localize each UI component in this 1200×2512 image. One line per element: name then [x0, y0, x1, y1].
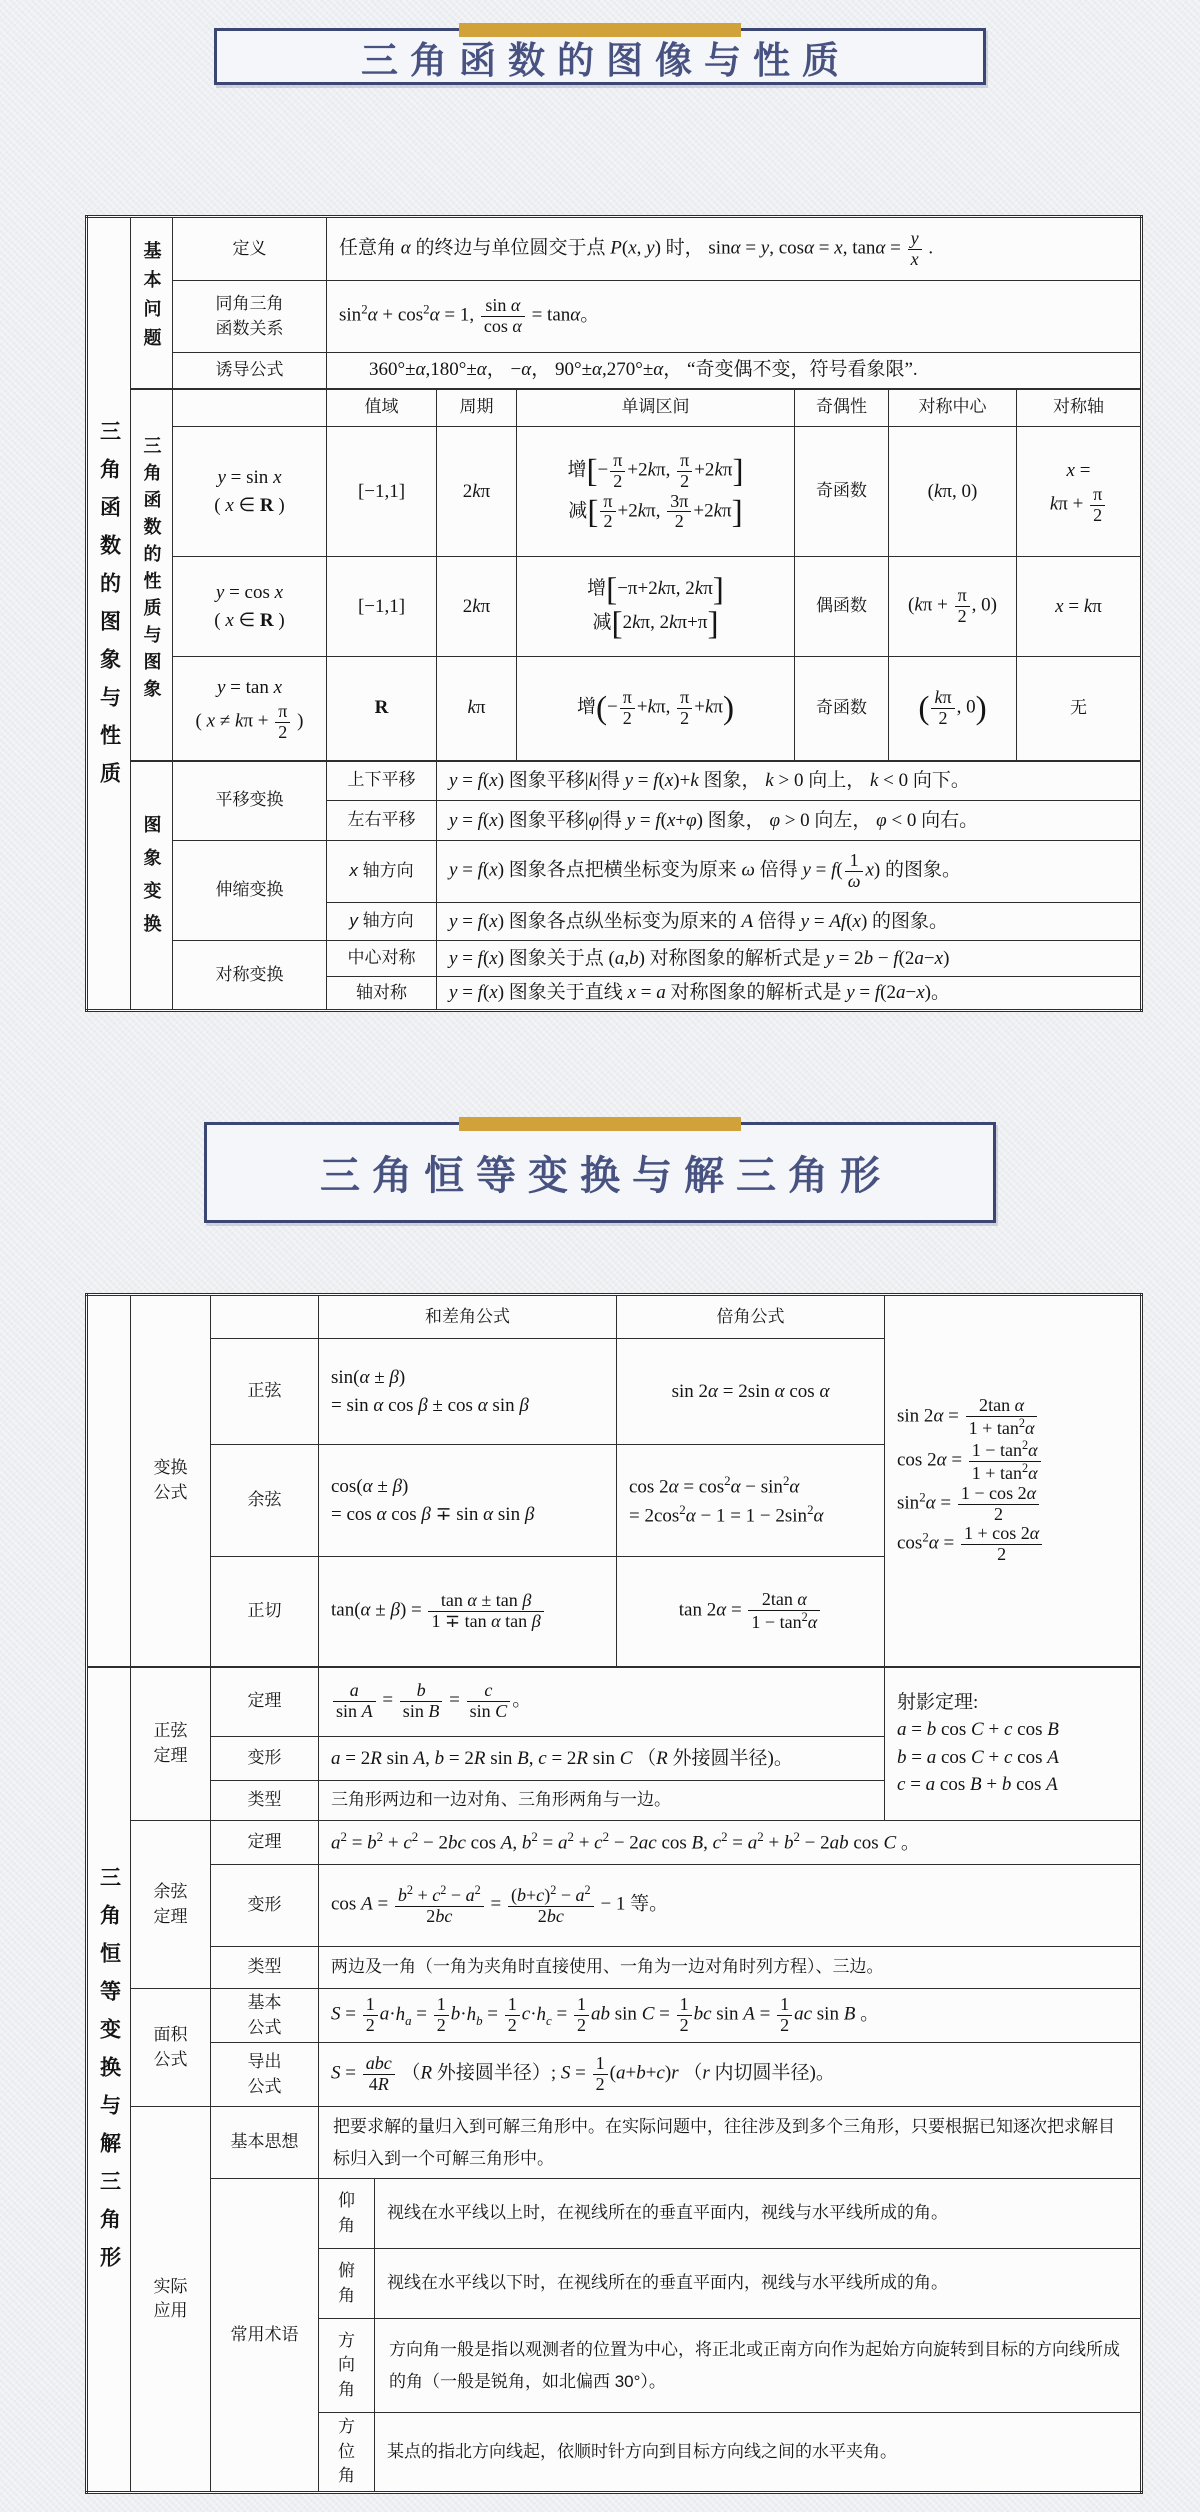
t1-sym-axis-content: y = f(x) 图象关于直线 x = a 对称图象的解析式是 y = f(2a−x)。: [437, 977, 1142, 1011]
t2-tan-double: tan 2α = $\frac{\text{2tan α}}{1 - \tan^2\alpha}$: [617, 1557, 885, 1667]
t1-tan-name: y = tan x ( x ≠ kπ + $\frac{\pi}{2}$ ): [173, 657, 327, 761]
t2-group-area: 面积 公式: [131, 1989, 211, 2107]
t1-header-period: 周期: [437, 389, 517, 427]
t2-elevation-def: 视线在水平线以上时，在视线所在的垂直平面内，视线与水平线所成的角。: [375, 2179, 1142, 2249]
t1-sin-monotonic: 增[− $\frac{\pi}{2}$ +2kπ, $\frac{\pi}{2}$ +2kπ] 减[ $\frac{\pi}{2}$ +2kπ, $\frac{3\pi}{2}$ +2kπ]: [517, 427, 795, 557]
t1-sym-axis-label: 轴对称: [327, 977, 437, 1011]
t2-group-apply: 实际 应用: [131, 2107, 211, 2493]
section-title-box-2: [204, 1122, 996, 1223]
t2-depression-label: 俯 角: [319, 2249, 375, 2319]
t2-area-basic: S = $\frac{1}{2}$ $a\cdot h_a$ = $\frac{1}{2}$ $b\cdot h_b$ = $\frac{1}{2}$ $c\cdot h_c$ = $\frac{1}{2}$ ab sin C = $\frac{1}{2}$ bc sin A = $\frac{1}{2}$ ac sin B 。: [319, 1989, 1142, 2043]
t2-projection-theorem: 射影定理: a = b cos C + c cos B b = a cos C + c cos A c = a cos B + b cos A: [885, 1667, 1142, 1821]
t1-group-trans: 图象变换: [131, 761, 173, 1011]
t2-cosine-rule-var: cos A = $\frac{b^2 + c^2 - a^2}{2bc}$ = $\frac{(b+c)^2 - a^2}{2bc}$ − 1 等。: [319, 1865, 1142, 1947]
t2-cosine-rule-var-label: 变形: [211, 1865, 319, 1947]
t1-header-empty: [173, 389, 327, 427]
t1-header-range: 值域: [327, 389, 437, 427]
t1-def-label: 定义: [173, 217, 327, 281]
t2-sine-sum: sin(α ± β) = sin α cos β ± cos α sin β: [319, 1339, 617, 1445]
t2-sine-double: sin 2α = 2sin α cos α: [617, 1339, 885, 1445]
t2-area-basic-label: 基本 公式: [211, 1989, 319, 2043]
t2-header-double: 倍角公式: [617, 1295, 885, 1339]
t1-group-props: 三角函数的性质与图象: [131, 389, 173, 761]
t1-tan-period: kπ: [437, 657, 517, 761]
t1-sin-parity: 奇函数: [795, 427, 889, 557]
t2-group-transform: 变换 公式: [131, 1295, 211, 1667]
trig-graph-properties-table: [85, 215, 1143, 1012]
t1-outer-label-cell: [87, 217, 131, 1011]
t2-outer-label: 三角恒等变换与解三角形: [97, 1866, 121, 2285]
t2-basic-idea-label: 基本思想: [211, 2107, 319, 2179]
t2-header-sum-diff: 和差角公式: [319, 1295, 617, 1339]
gold-accent-bar: [459, 23, 741, 37]
t1-sin-period: 2kπ: [437, 427, 517, 557]
t2-sine-rule-var: a = 2R sin A, b = 2R sin B, c = 2R sin C （R 外接圆半径)。: [319, 1737, 885, 1781]
t1-identity-content: $\sin^2\alpha + \cos^2\alpha = 1$, $\frac{\text{sin α}}{\text{cos α}}$ = tanα。: [327, 281, 1142, 353]
t2-outer-empty: [87, 1295, 131, 1667]
t1-cos-name: y = cos x ( x ∈ R ): [173, 557, 327, 657]
t1-tan-axis: 无: [1017, 657, 1142, 761]
t2-azimuth-def: 某点的指北方向线起，依顺时针方向到目标方向线之间的水平夹角。: [375, 2413, 1142, 2493]
t1-scale-y-label: y 轴方向: [327, 903, 437, 941]
t1-sin-range: [−1,1]: [327, 427, 437, 557]
t1-tan-monotonic: 增(− $\frac{\pi}{2}$ +kπ, $\frac{\pi}{2}$ +kπ): [517, 657, 795, 761]
t1-scale-y-content: y = f(x) 图象各点纵坐标变为原来的 A 倍得 y = Af(x) 的图象。: [437, 903, 1142, 941]
t2-basic-idea: 把要求解的量归入到可解三角形中。在实际问题中，往往涉及到多个三角形，只要根据已知逐次把求解目标归入到一个可解三角形中。: [319, 2107, 1142, 2179]
t2-sine-rule-var-label: 变形: [211, 1737, 319, 1781]
t1-induction-content: 360°±α,180°±α， −α， 90°±α,270°±α， “奇变偶不变，符号看象限”.: [327, 353, 1142, 389]
gold-accent-bar-2: [459, 1117, 741, 1131]
t1-shift-v-label: 上下平移: [327, 761, 437, 801]
section-title-2: 三角恒等变换与解三角形: [320, 1154, 892, 1198]
t2-outer-label-cell: [87, 1667, 131, 2493]
t1-cos-monotonic: 增[−π+2kπ, 2kπ] 减[2kπ, 2kπ+π]: [517, 557, 795, 657]
t2-cos-double: $\cos 2\alpha = \cos^2\alpha - \sin^2\alpha$ = $2\cos^2\alpha - 1 = 1 - 2\sin^2\alpha$: [617, 1445, 885, 1557]
t1-scale-x-content: y = f(x) 图象各点把横坐标变为原来 ω 倍得 y = f( $\frac{1}{\omega}$ x) 的图象。: [437, 841, 1142, 903]
t2-sine-rule-thm-label: 定理: [211, 1667, 319, 1737]
page-title: 三角函数的图像与性质: [361, 39, 851, 81]
t2-cosine-rule-type-label: 类型: [211, 1947, 319, 1989]
t1-tan-range: R: [327, 657, 437, 761]
t1-outer-label: 三角函数的图象与性质: [97, 419, 121, 800]
t2-sine-id-label: 正弦: [211, 1339, 319, 1445]
t1-shift-h-label: 左右平移: [327, 801, 437, 841]
t2-header-empty: [211, 1295, 319, 1339]
t1-identity-label: 同角三角 函数关系: [173, 281, 327, 353]
t2-cos-id-label: 余弦: [211, 1445, 319, 1557]
t1-sin-axis: x = kπ + $\frac{\pi}{2}$: [1017, 427, 1142, 557]
t1-group-basic: 基本问题: [131, 217, 173, 389]
section-title-box-1: [214, 28, 986, 85]
t1-cos-range: [−1,1]: [327, 557, 437, 657]
t2-direction-angle-def: 方向角一般是指以观测者的位置为中心，将正北或正南方向作为起始方向旋转到目标的方向线所成的角（一般是锐角，如北偏西 30°）。: [375, 2319, 1142, 2413]
t2-cos-sum: cos(α ± β) = cos α cos β ∓ sin α sin β: [319, 1445, 617, 1557]
t1-sin-center: (kπ, 0): [889, 427, 1017, 557]
t2-group-sine-rule: 正弦 定理: [131, 1667, 211, 1821]
t1-header-sym-axis: 对称轴: [1017, 389, 1142, 427]
t1-scale-label: 伸缩变换: [173, 841, 327, 941]
identity-transform-solve-triangle-table: [85, 1293, 1143, 2494]
t2-azimuth-label: 方 位 角: [319, 2413, 375, 2493]
t1-sym-center-content: y = f(x) 图象关于点 (a,b) 对称图象的解析式是 y = 2b − f(2a−x): [437, 941, 1142, 977]
t1-scale-x-label: x 轴方向: [327, 841, 437, 903]
t2-cosine-rule-thm-label: 定理: [211, 1821, 319, 1865]
t2-area-derived-label: 导出 公式: [211, 2043, 319, 2107]
t1-sym-center-label: 中心对称: [327, 941, 437, 977]
t2-sine-rule-thm: $\frac{a}{\text{sin A}}$ = $\frac{b}{\text{sin B}}$ = $\frac{c}{\text{sin C}}$ 。: [319, 1667, 885, 1737]
t1-shift-v-content: y = f(x) 图象平移|k|得 y = f(x)+k 图象， k > 0 向上， k < 0 向下。: [437, 761, 1142, 801]
t1-sin-name: y = sin x ( x ∈ R ): [173, 427, 327, 557]
t2-elevation-label: 仰 角: [319, 2179, 375, 2249]
t2-direction-angle-label: 方 向 角: [319, 2319, 375, 2413]
t1-sym-label: 对称变换: [173, 941, 327, 1011]
t2-sine-rule-type-label: 类型: [211, 1781, 319, 1821]
t1-cos-axis: x = kπ: [1017, 557, 1142, 657]
t2-tan-sum: tan(α ± β) = $\frac{\text{tan α ± tan β}}{\text{1 ∓ tan α tan β}}$: [319, 1557, 617, 1667]
t2-cosine-rule-type: 两边及一角（一角为夹角时直接使用、一角为一边对角时列方程）、三边。: [319, 1947, 1142, 1989]
t1-tan-center: ( $\frac{k\pi}{2}$ , 0): [889, 657, 1017, 761]
t1-shift-h-content: y = f(x) 图象平移|φ|得 y = f(x+φ) 图象， φ > 0 向左， φ < 0 向右。: [437, 801, 1142, 841]
t1-def-content: 任意角 α 的终边与单位圆交于点 P(x, y) 时， sinα = y, cosα = x, tanα = $\frac{y}{x}$ .: [327, 217, 1142, 281]
t2-sine-rule-type: 三角形两边和一边对角、三角形两角与一边。: [319, 1781, 885, 1821]
t1-header-monotonic: 单调区间: [517, 389, 795, 427]
t1-tan-parity: 奇函数: [795, 657, 889, 761]
t2-depression-def: 视线在水平线以下时，在视线所在的垂直平面内，视线与水平线所成的角。: [375, 2249, 1142, 2319]
t1-shift-label: 平移变换: [173, 761, 327, 841]
t1-header-parity: 奇偶性: [795, 389, 889, 427]
t2-universal-formulas: sin 2α = $\frac{\text{2tan α}}{1 + \tan^2\alpha}$ cos 2α = $\frac{1 - \tan^2\alpha}{1 + \tan^2\alpha}$ $\sin^2\alpha$ = $\frac{1 - \cos 2\alpha}{2}$ $\cos^2\alpha$ = $\frac{1 + \cos 2\alpha}{2}$: [885, 1295, 1142, 1667]
t2-tan-id-label: 正切: [211, 1557, 319, 1667]
t1-header-sym-center: 对称中心: [889, 389, 1017, 427]
t2-group-cosine-rule: 余弦 定理: [131, 1821, 211, 1989]
t2-area-derived: S = abc 4R （R 外接圆半径）; S = $\frac{1}{2}$ (a+b+c)r （r 内切圆半径)。: [319, 2043, 1142, 2107]
t2-terms-label: 常用术语: [211, 2179, 319, 2493]
t1-induction-label: 诱导公式: [173, 353, 327, 389]
t2-cosine-rule-thm: $a^2 = b^2 + c^2 - 2bc$ cos A, $b^2 = a^2 + c^2 - 2ac$ cos B, $c^2 = a^2 + b^2 - 2ab$ cos C 。: [319, 1821, 1142, 1865]
t1-cos-parity: 偶函数: [795, 557, 889, 657]
t1-cos-center: (kπ + $\frac{\pi}{2}$ , 0): [889, 557, 1017, 657]
t1-cos-period: 2kπ: [437, 557, 517, 657]
